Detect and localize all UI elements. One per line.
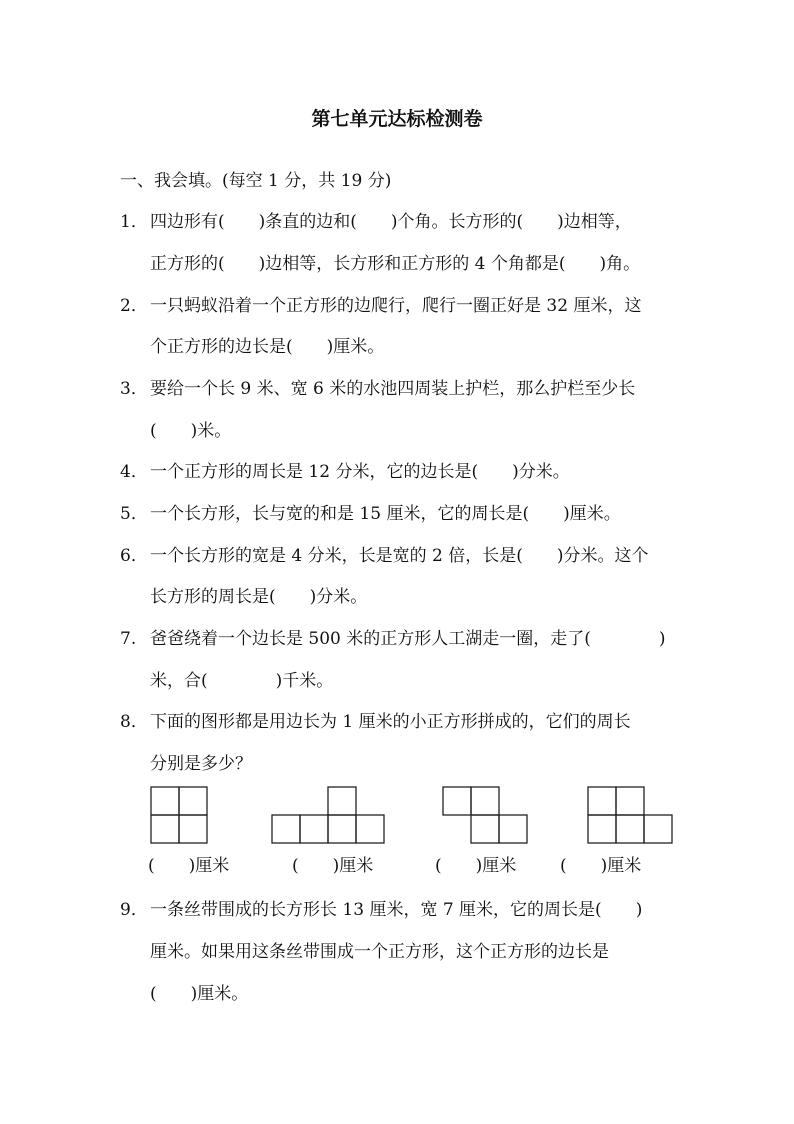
question-text: 要给一个长 9 米、宽 6 米的水池四周装上护栏，那么护栏至少长	[150, 379, 636, 399]
figure-d-caption: ( )厘米	[560, 856, 642, 876]
question-number: 2．	[120, 296, 148, 316]
question-text: 四边形有( )条直的边和( )个角。长方形的( )边相等，	[150, 212, 632, 232]
question-number: 5．	[120, 504, 148, 524]
question-text: 爸爸绕着一个边长是 500 米的正方形人工湖走一圈，走了( )	[150, 629, 666, 649]
question-3-line-2: ( )米。	[150, 421, 232, 441]
figure-a-caption: ( )厘米	[148, 856, 230, 876]
question-9	[120, 899, 642, 921]
page-title: 第七单元达标检测卷	[311, 108, 483, 130]
figure-b-caption: ( )厘米	[292, 856, 374, 876]
question-6-line-2: 长方形的周长是( )分米。	[150, 587, 368, 607]
question-number: 6．	[120, 546, 148, 566]
figure-b-t-shape	[272, 787, 384, 843]
figure-a-2x2-square	[151, 787, 207, 843]
question-number: 7.	[120, 629, 137, 649]
question-2-line-2: 个正方形的边长是( )厘米。	[150, 337, 385, 357]
question-number: 8．	[120, 712, 148, 732]
question-9-line-2: 厘米。如果用这条丝带围成一个正方形，这个正方形的边长是	[150, 942, 609, 962]
question-1-line-2: 正方形的( )边相等，长方形和正方形的 4 个角都是( )角。	[150, 254, 641, 274]
question-9-line-3: ( )厘米。	[150, 984, 249, 1004]
question-8-line-2: 分别是多少？	[150, 754, 252, 774]
question-text: 一只蚂蚁沿着一个正方形的边爬行，爬行一圈正好是 32 厘米，这	[150, 296, 642, 316]
question-number: 1．	[120, 212, 148, 232]
question-number: 3．	[120, 379, 148, 399]
figure-c-caption: ( )厘米	[435, 856, 517, 876]
question-text: 一条丝带围成的长方形长 13 厘米，宽 7 厘米，它的周长是( )	[150, 900, 643, 920]
question-text: 一个正方形的周长是 12 分米，它的边长是( )分米。	[150, 462, 570, 482]
figure-c-step-shape	[443, 787, 527, 843]
section-heading: 一、我会填。(每空 1 分，共 19 分)	[120, 171, 392, 191]
question-7-line-2: 米，合( )千米。	[150, 671, 334, 691]
question-number: 9．	[120, 900, 148, 920]
question-text: 一个长方形的宽是 4 分米，长是宽的 2 倍，长是( )分米。这个	[150, 546, 649, 566]
question-text: 一个长方形，长与宽的和是 15 厘米，它的周长是( )厘米。	[150, 504, 621, 524]
question-text: 下面的图形都是用边长为 1 厘米的小正方形拼成的，它们的周长	[150, 712, 631, 732]
figure-d-block-shape	[588, 787, 672, 843]
question-number: 4．	[120, 462, 148, 482]
